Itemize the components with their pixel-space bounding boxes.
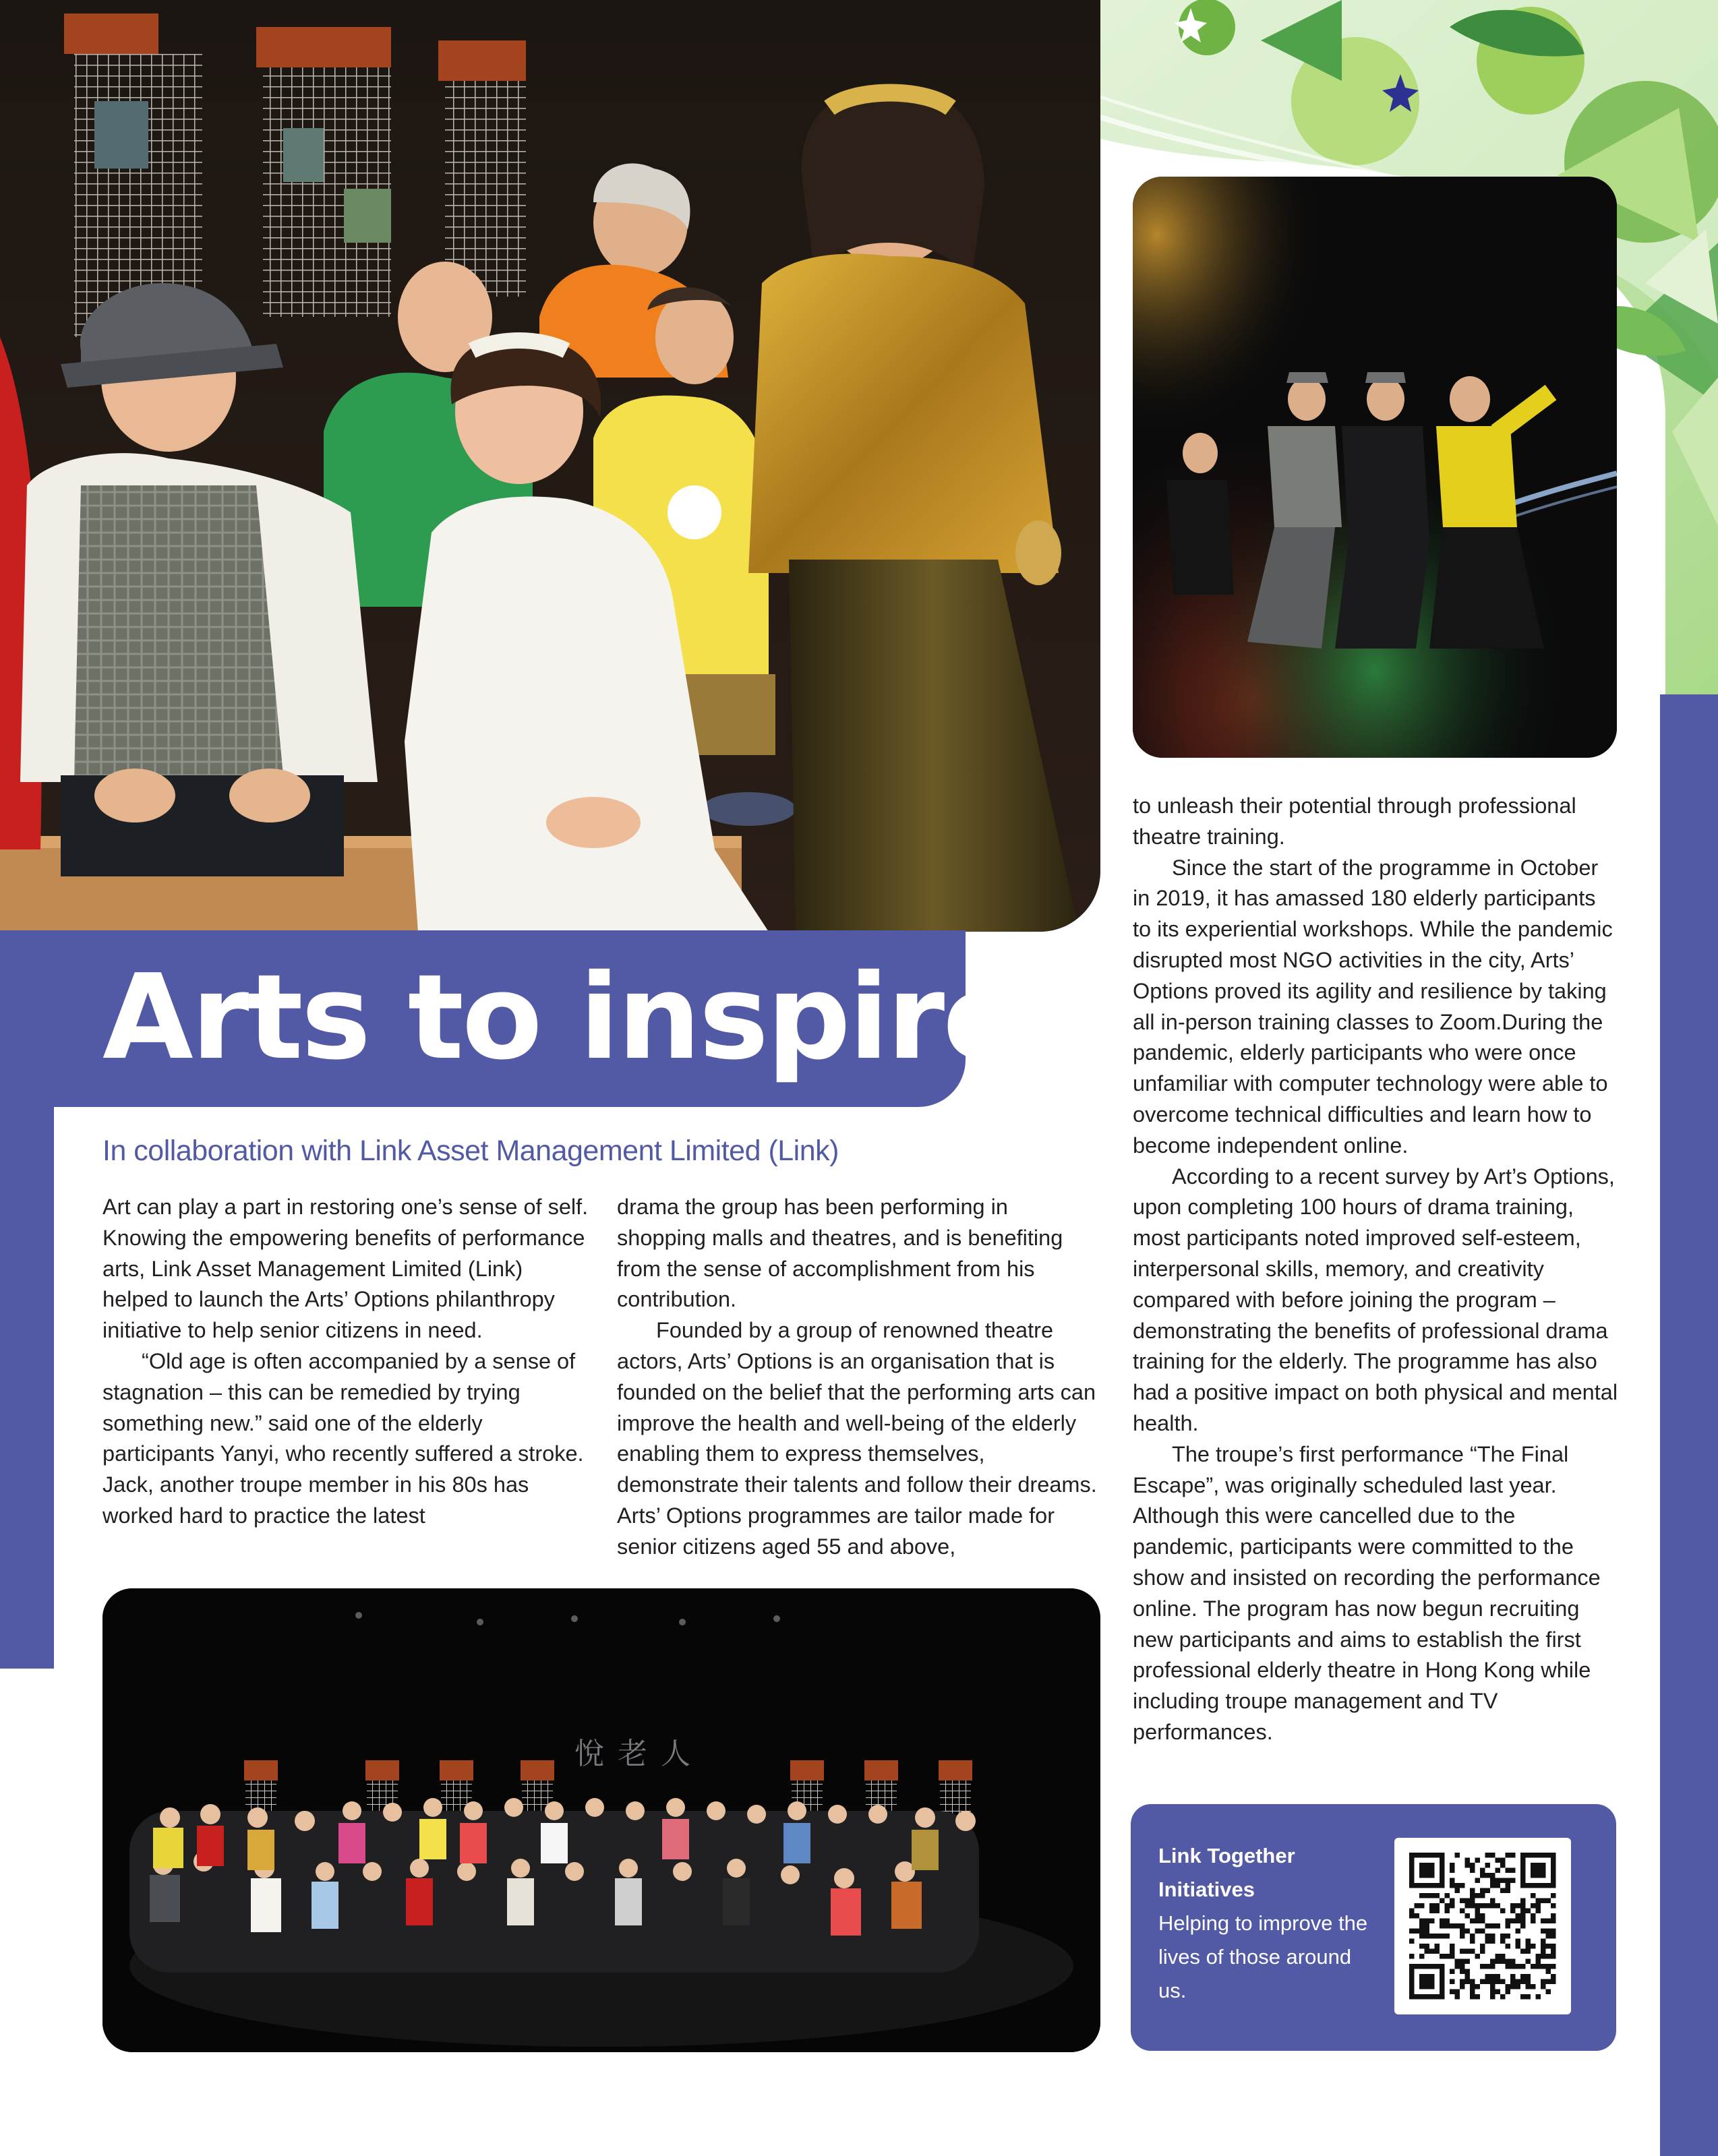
body-column-1 (102, 1192, 589, 1532)
stage-performance-photo (0, 0, 1100, 932)
group-photo (102, 1588, 1100, 2052)
paragraph: drama the group has been performing in shopping malls and theatres, and is benefiting from the sense of accomplishment from his contribution. (617, 1195, 1063, 1312)
paragraph: “Old age is often accompanied by a sense of stagnation – this can be remedied by trying something new.” said one of the elderly participants Yanyi, who recently suffered a stroke. Jack, another troupe member in his 80s has worked hard to practice the latest (102, 1348, 584, 1528)
paragraph: to unleash their potential through professional theatre training. (1133, 793, 1576, 849)
body-column-2 (617, 1192, 1102, 1563)
stage-sign: 悅老人 (574, 1737, 704, 1771)
article-subtitle: In collaboration with Link Asset Management Limited (Link) (102, 1135, 839, 1167)
paragraph: Founded by a group of renowned theatre actors, Arts’ Options is an organisation that is founded on the belief that the performing arts can improve the health and well-being of the elderly enabling them to express themselves, demonstrate their talents and follow their dreams. Arts’ Options programmes are tailor made for senior citizens aged 55 and above, (617, 1318, 1097, 1559)
dancers-photo (1133, 177, 1617, 758)
article-title: Arts to inspire (102, 949, 1021, 1086)
paragraph: Since the start of the programme in October in 2019, it has amassed 180 elderly participants to its experiential workshops. While the pandemic disrupted most NGO activities in the city, Arts’ Options proved its agility and resilience by taking all in-person training classes to Zoom.During the pandemic, elderly participants who were once unfamiliar with computer technology were able to overcome technical difficulties and learn how to become independent online. (1133, 855, 1613, 1158)
link-box-title: Link Together Initiatives (1158, 1844, 1295, 1901)
body-column-3 (1133, 791, 1620, 1748)
right-accent-band (1660, 694, 1718, 2156)
link-box-description: Helping to improve the lives of those around us. (1158, 1911, 1368, 2002)
paragraph: The troupe’s first performance “The Final Escape”, was originally scheduled last year. Although this were cancelled due to the pandemic, participants were committed to the show and insisted on recording the performance online. The program has now begun recruiting new participants and aims to establish the first professional elderly theatre in Hong Kong while including troupe management and TV performances. (1133, 1441, 1601, 1744)
qr-code-icon[interactable] (1394, 1838, 1571, 2014)
paragraph: Art can play a part in restoring one’s sense of self. Knowing the empowering benefits of performance arts, Link Asset Management Limited (Link) helped to launch the Arts’ Options philanthropy initiative to help senior citizens in need. (102, 1195, 589, 1343)
paragraph: According to a recent survey by Art’s Options, upon completing 100 hours of drama training, most participants noted improved self-esteem, interpersonal skills, memory, and creativity compared with before joining the program – demonstrating the benefits of professional drama training for the elderly. The programme has also had a positive impact on both physical and mental health. (1133, 1164, 1618, 1435)
